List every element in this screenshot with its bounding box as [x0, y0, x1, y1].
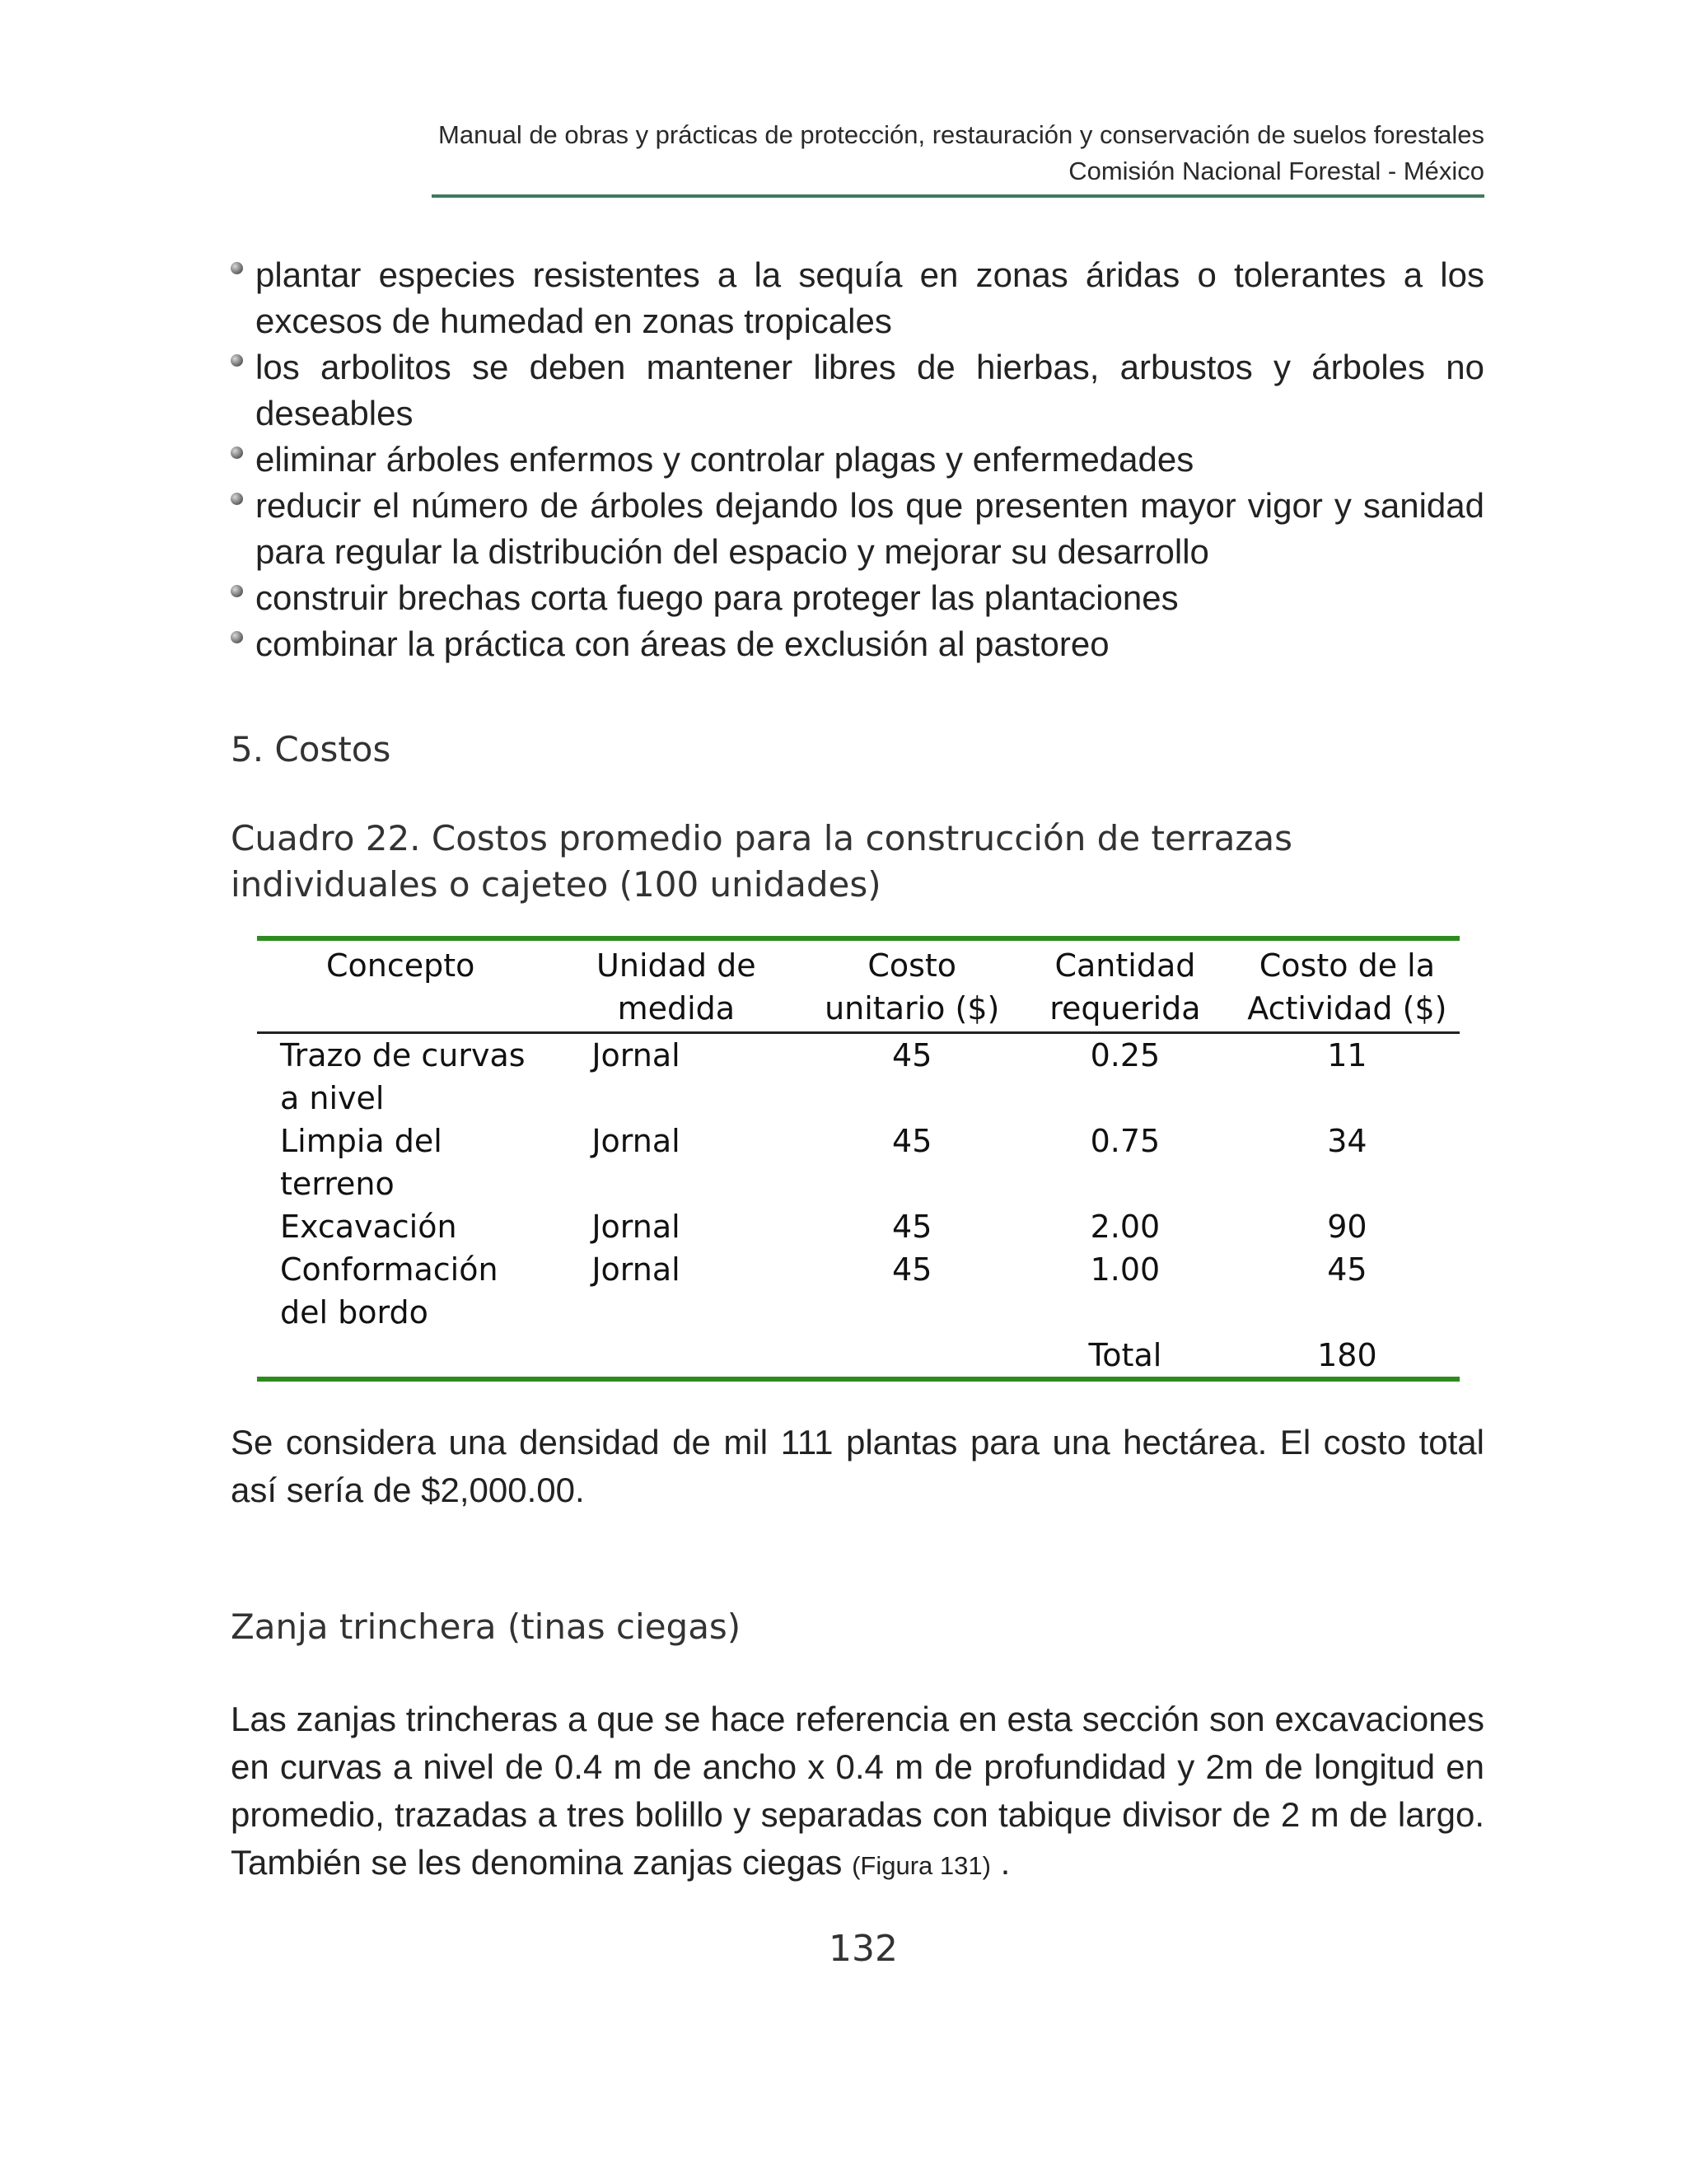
subsection-title: Zanja trinchera (tinas ciegas) — [231, 1606, 741, 1647]
page-number: 132 — [829, 1928, 898, 1970]
list-item — [231, 575, 1484, 621]
table-row — [257, 1120, 1460, 1205]
list-item-text: reducir el número de árboles dejando los que presenten mayor vigor y sanidad para regular la distribución del espacio y mejorar su desarrollo — [255, 486, 1484, 571]
list-item — [231, 621, 1484, 667]
header-unit: Unidad de medida — [596, 947, 756, 1027]
page-header — [432, 117, 1484, 189]
list-item-text: eliminar árboles enfermos y controlar plagas y enfermedades — [255, 440, 1194, 479]
table-total-row — [257, 1334, 1460, 1377]
cell-quantity: 0.25 — [1090, 1037, 1161, 1073]
zanja-paragraph — [231, 1695, 1484, 1890]
cell-concept: Excavación — [280, 1209, 457, 1245]
bullet-list — [231, 252, 1484, 667]
cell-activity-cost: 34 — [1327, 1123, 1367, 1159]
figure-reference-tail: . — [990, 1843, 1011, 1882]
bullet-icon — [231, 631, 243, 643]
cost-table-grid — [257, 941, 1460, 1377]
table-bottom-rule — [257, 1377, 1460, 1382]
cost-table — [257, 936, 1460, 1382]
header-quantity: Cantidad requerida — [1049, 947, 1201, 1027]
list-item — [231, 344, 1484, 437]
cell-unit: Jornal — [591, 1209, 680, 1245]
bullet-icon — [231, 354, 243, 367]
cell-unit-cost: 45 — [892, 1251, 932, 1288]
list-item-text: combinar la práctica con áreas de exclusión al pastoreo — [255, 624, 1110, 663]
figure-reference: (Figura 131) — [852, 1851, 991, 1880]
list-item-text: los arbolitos se deben mantener libres de hierbas, arbustos y árboles no deseables — [255, 348, 1484, 433]
total-label: Total — [1088, 1337, 1162, 1373]
cell-quantity: 0.75 — [1090, 1123, 1161, 1159]
total-value: 180 — [1317, 1337, 1377, 1373]
cell-quantity: 1.00 — [1090, 1251, 1161, 1288]
cell-concept: Limpia del terreno — [280, 1123, 442, 1202]
section-title: 5. Costos — [231, 729, 391, 769]
list-item-text: plantar especies resistentes a la sequía en zonas áridas o tolerantes a los excesos de humedad en zonas tropicales — [255, 255, 1484, 340]
list-item — [231, 483, 1484, 575]
table-row — [257, 1205, 1460, 1248]
cell-unit-cost: 45 — [892, 1037, 932, 1073]
list-item — [231, 437, 1484, 483]
bullet-icon — [231, 585, 243, 597]
cell-activity-cost: 90 — [1327, 1209, 1367, 1245]
list-item-text: construir brechas corta fuego para proteger las plantaciones — [255, 578, 1179, 617]
header-unit-cost: Costo unitario ($) — [825, 947, 1000, 1027]
cell-unit: Jornal — [591, 1123, 680, 1159]
bullet-icon — [231, 447, 243, 459]
cell-activity-cost: 45 — [1327, 1251, 1367, 1288]
zanja-paragraph-text: Las zanjas trincheras a que se hace referencia en esta sección son excavaciones en curvas a nivel de 0.4 m de ancho x 0.4 m de profundidad y 2m de longitud en promedio, trazadas a tres bolillo y separadas con tabique divisor de 2 m de largo. También se les denomina zanjas ciegas — [231, 1700, 1484, 1882]
header-concept: Concepto — [325, 947, 475, 984]
bullet-icon — [231, 262, 243, 274]
table-row — [257, 1248, 1460, 1334]
cell-concept: Trazo de curvas a nivel — [280, 1037, 526, 1116]
header-divider — [432, 194, 1484, 198]
cell-quantity: 2.00 — [1090, 1209, 1161, 1245]
cell-concept: Conformación del bordo — [280, 1251, 498, 1331]
header-institution: Comisión Nacional Forestal - México — [1068, 157, 1484, 185]
cell-unit: Jornal — [591, 1037, 680, 1073]
header-manual-title: Manual de obras y prácticas de protección, restauración y conservación de suelos forestales — [438, 120, 1484, 149]
cell-activity-cost: 11 — [1327, 1037, 1367, 1073]
table-caption: Cuadro 22. Costos promedio para la construcción de terrazas individuales o cajeteo (100 unidades) — [231, 818, 1293, 905]
header-activity-cost: Costo de la Actividad ($) — [1247, 947, 1447, 1027]
cell-unit-cost: 45 — [892, 1209, 932, 1245]
cell-unit: Jornal — [591, 1251, 680, 1288]
cell-unit-cost: 45 — [892, 1123, 932, 1159]
table-row — [257, 1033, 1460, 1120]
bullet-icon — [231, 493, 243, 505]
list-item — [231, 252, 1484, 344]
table-header-row — [257, 941, 1460, 1033]
density-paragraph: Se considera una densidad de mil 111 plantas para una hectárea. El costo total así sería de $2,000.00. — [231, 1423, 1484, 1509]
